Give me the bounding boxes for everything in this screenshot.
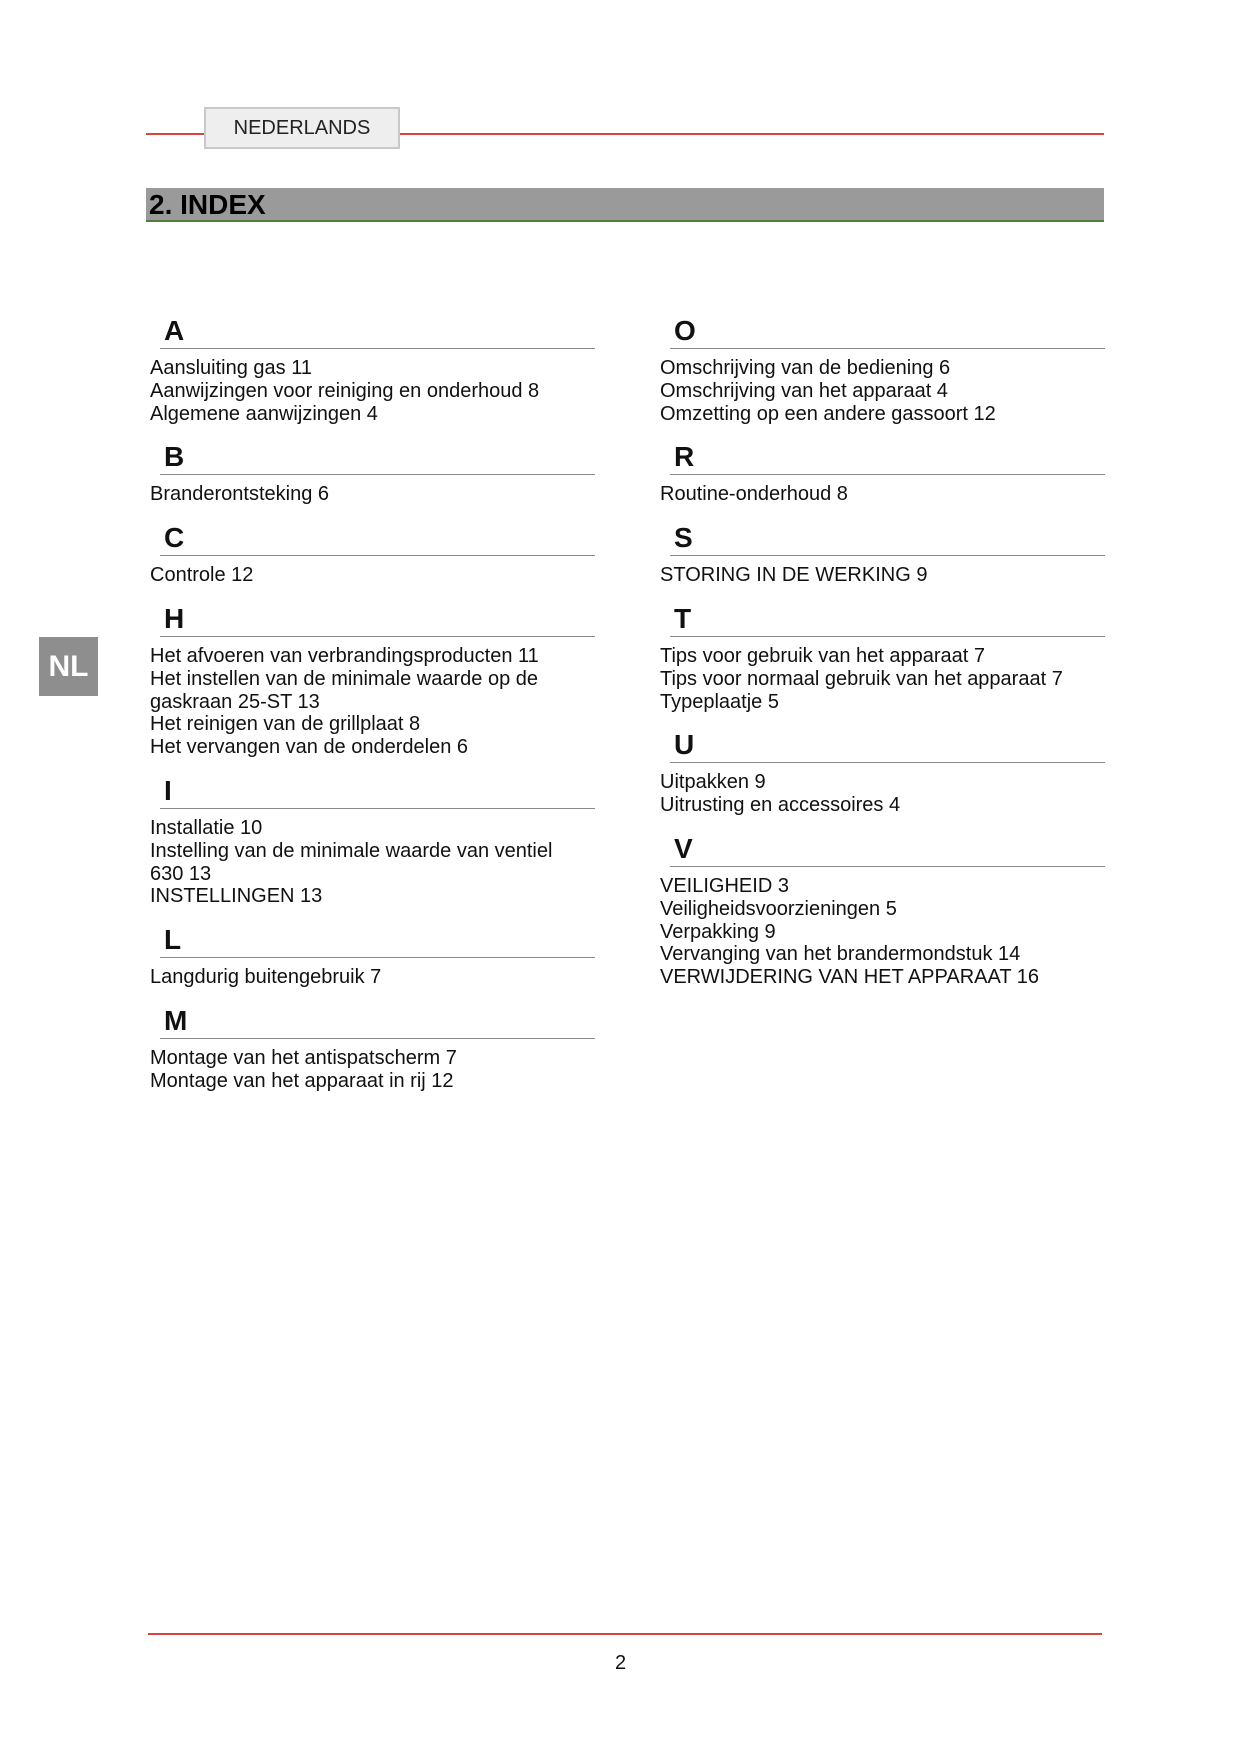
index-entry: Tips voor gebruik van het apparaat 7 (660, 644, 986, 667)
index-entry: Het afvoeren van verbrandingsproducten 11 (150, 644, 539, 667)
index-letter-heading: M (160, 997, 595, 1039)
index-entry: Installatie 10 (150, 816, 263, 839)
index-section-h (150, 595, 595, 767)
index-entry: Aansluiting gas 11 (150, 357, 312, 379)
page-number: 2 (614, 1652, 627, 1674)
footer-rule (148, 1633, 1102, 1635)
index-entry: VEILIGHEID 3 (660, 874, 789, 897)
index-entries (150, 556, 595, 595)
index-entry: Controle 12 (150, 564, 254, 587)
index-entry: Typeplaatje 5 (660, 690, 779, 713)
index-entry: INSTELLINGEN 13 (150, 885, 323, 908)
index-section-s (660, 514, 1105, 595)
index-entry: Branderontsteking 6 (150, 483, 330, 506)
index-section-v (660, 825, 1105, 997)
index-letter-heading: A (160, 307, 595, 349)
index-letter-heading: L (160, 916, 595, 958)
index-letter-heading: I (160, 767, 595, 809)
index-entry: Uitpakken 9 (660, 771, 766, 794)
index-entry: gaskraan 25-ST 13 (150, 690, 320, 713)
index-letter-heading: B (160, 433, 595, 475)
index-section-r (660, 433, 1105, 514)
index-entry: 630 13 (150, 862, 212, 885)
index-section-i (150, 767, 595, 916)
index-entry: Veiligheidsvoorzieningen 5 (660, 897, 897, 920)
index-letter-heading: O (670, 307, 1105, 349)
index-letter-heading: H (160, 595, 595, 637)
title-bar (146, 188, 1104, 222)
index-letter-heading: U (670, 721, 1105, 763)
index-entry: STORING IN DE WERKING 9 (660, 564, 928, 587)
language-tab: NEDERLANDS (204, 107, 400, 149)
index-entry: Verpakking 9 (660, 920, 776, 943)
index-entries (150, 349, 595, 433)
index-entries (150, 475, 595, 514)
index-entry: Omschrijving van de bediening 6 (660, 357, 951, 379)
index-letter-heading: C (160, 514, 595, 556)
index-section-u (660, 721, 1105, 825)
index-entry: Montage van het apparaat in rij 12 (150, 1069, 454, 1092)
index-entries (150, 637, 595, 767)
index-letter-heading: R (670, 433, 1105, 475)
index-entry: Uitrusting en accessoires 4 (660, 794, 901, 817)
index-entry: Instelling van de minimale waarde van ventiel (150, 839, 553, 862)
index-section-m (150, 997, 595, 1101)
index-entry: Het instellen van de minimale waarde op de (150, 667, 538, 690)
index-entry: Omschrijving van het apparaat 4 (660, 379, 948, 402)
index-entry: Het vervangen van de onderdelen 6 (150, 736, 469, 759)
index-section-l (150, 916, 595, 997)
index-entries (660, 349, 1105, 433)
index-entry: Tips voor normaal gebruik van het apparaat 7 (660, 667, 1063, 690)
index-entries (150, 958, 595, 997)
index-entry: Het reinigen van de grillplaat 8 (150, 713, 421, 736)
language-side-tab: NL (39, 637, 98, 696)
index-section-c (150, 514, 595, 595)
index-entry: Omzetting op een andere gassoort 12 (660, 402, 996, 425)
index-letter-heading: S (670, 514, 1105, 556)
index-entry: Vervanging van het brandermondstuk 14 (660, 943, 1021, 966)
index-entries (660, 763, 1105, 825)
index-entries (660, 475, 1105, 514)
index-section-a (150, 307, 595, 433)
index-entry: Langdurig buitengebruik 7 (150, 966, 382, 989)
index-entry: Routine-onderhoud 8 (660, 483, 848, 506)
index-letter-heading: T (670, 595, 1105, 637)
index-section-b (150, 433, 595, 514)
index-entries (150, 1039, 595, 1101)
index-entry: VERWIJDERING VAN HET APPARAAT 16 (660, 966, 1039, 989)
index-entry: Algemene aanwijzingen 4 (150, 402, 378, 425)
index-letter-heading: V (670, 825, 1105, 867)
index-column-right (660, 307, 1105, 997)
index-section-o (660, 307, 1105, 433)
index-entry: Aanwijzingen voor reiniging en onderhoud 8 (150, 379, 540, 402)
index-section-t (660, 595, 1105, 721)
index-entries (660, 556, 1105, 595)
index-entry: Montage van het antispatscherm 7 (150, 1046, 457, 1069)
index-entries (660, 867, 1105, 997)
index-entries (150, 809, 595, 916)
index-column-left (150, 307, 595, 1101)
index-entries (660, 637, 1105, 721)
page-title: 2. INDEX (149, 189, 266, 220)
